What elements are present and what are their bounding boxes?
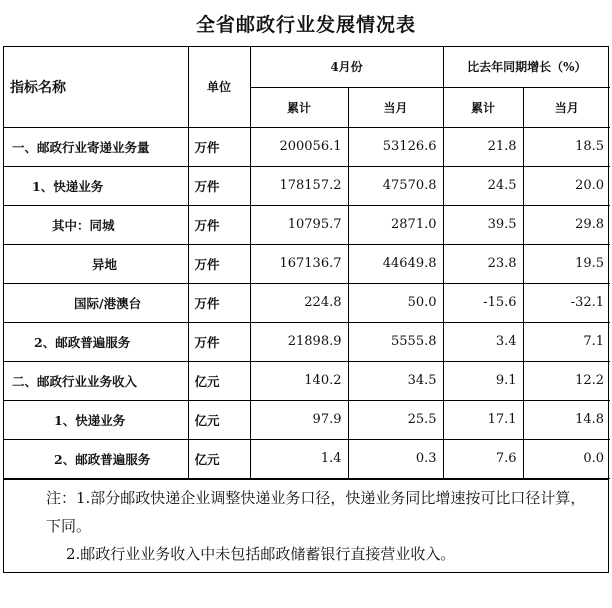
table-row [4, 283, 610, 322]
row-month: 44649.8 [348, 244, 443, 283]
table-row [4, 166, 610, 205]
row-month: 47570.8 [348, 166, 443, 205]
row-yoy-month: 0.0 [523, 439, 610, 478]
row-yoy-cumulative: 24.5 [443, 166, 523, 205]
row-unit: 万件 [188, 244, 250, 283]
header-indicator: 指标名称 [4, 47, 188, 127]
row-month: 5555.8 [348, 322, 443, 361]
table-row [4, 127, 610, 166]
row-unit: 万件 [188, 205, 250, 244]
row-month: 25.5 [348, 400, 443, 439]
table-row [4, 400, 610, 439]
table-row [4, 322, 610, 361]
row-yoy-cumulative: 3.4 [443, 322, 523, 361]
note-line-1: 注：1.部分邮政快递企业调整快递业务口径，快递业务同比增速按可比口径计算，下同。 [46, 488, 586, 535]
row-yoy-month: 29.8 [523, 205, 610, 244]
row-unit: 万件 [188, 322, 250, 361]
row-unit: 万件 [188, 283, 250, 322]
row-yoy-month: 19.5 [523, 244, 610, 283]
row-yoy-month: 7.1 [523, 322, 610, 361]
row-month: 53126.6 [348, 127, 443, 166]
header-unit: 单位 [188, 47, 250, 127]
row-name: 1、快递业务 [4, 400, 188, 439]
row-unit: 万件 [188, 127, 250, 166]
table-row [4, 439, 610, 478]
row-unit: 亿元 [188, 439, 250, 478]
header-yoy: 比去年同期增长（%） [443, 47, 610, 87]
row-cumulative: 167136.7 [250, 244, 348, 283]
table-row [4, 244, 610, 283]
statistics-table [4, 47, 610, 479]
row-cumulative: 140.2 [250, 361, 348, 400]
row-yoy-month: 14.8 [523, 400, 610, 439]
note-line-2: 2.邮政行业业务收入中未包括邮政储蓄银行直接营业收入。 [66, 544, 456, 563]
row-yoy-cumulative: 23.8 [443, 244, 523, 283]
row-name: 二、邮政行业业务收入 [4, 361, 188, 400]
row-yoy-cumulative: 21.8 [443, 127, 523, 166]
row-yoy-cumulative: 9.1 [443, 361, 523, 400]
row-yoy-month: -32.1 [523, 283, 610, 322]
table-row [4, 205, 610, 244]
row-month: 50.0 [348, 283, 443, 322]
row-cumulative: 200056.1 [250, 127, 348, 166]
row-name: 2、邮政普遍服务 [4, 439, 188, 478]
row-yoy-month: 12.2 [523, 361, 610, 400]
row-month: 2871.0 [348, 205, 443, 244]
row-name: 异地 [4, 244, 188, 283]
row-cumulative: 178157.2 [250, 166, 348, 205]
row-unit: 亿元 [188, 361, 250, 400]
row-month: 34.5 [348, 361, 443, 400]
row-name: 2、邮政普遍服务 [4, 322, 188, 361]
row-name: 1、快递业务 [4, 166, 188, 205]
row-unit: 亿元 [188, 400, 250, 439]
row-yoy-cumulative: 7.6 [443, 439, 523, 478]
statistics-table-frame [3, 46, 609, 573]
header-yoy-cumulative: 累计 [443, 87, 523, 127]
row-yoy-cumulative: -15.6 [443, 283, 523, 322]
row-yoy-cumulative: 39.5 [443, 205, 523, 244]
row-cumulative: 10795.7 [250, 205, 348, 244]
row-yoy-month: 18.5 [523, 127, 610, 166]
header-cumulative: 累计 [250, 87, 348, 127]
header-april: 4月份 [250, 47, 443, 87]
row-month: 0.3 [348, 439, 443, 478]
row-cumulative: 1.4 [250, 439, 348, 478]
table-notes [4, 479, 608, 572]
header-month: 当月 [348, 87, 443, 127]
row-unit: 万件 [188, 166, 250, 205]
row-cumulative: 224.8 [250, 283, 348, 322]
row-cumulative: 21898.9 [250, 322, 348, 361]
header-yoy-month: 当月 [523, 87, 610, 127]
row-name: 一、邮政行业寄递业务量 [4, 127, 188, 166]
row-cumulative: 97.9 [250, 400, 348, 439]
row-yoy-cumulative: 17.1 [443, 400, 523, 439]
row-name: 国际/港澳台 [4, 283, 188, 322]
header-row-1 [4, 47, 610, 87]
page-title: 全省邮政行业发展情况表 [195, 14, 416, 36]
table-row [4, 361, 610, 400]
row-name: 其中：同城 [4, 205, 188, 244]
row-yoy-month: 20.0 [523, 166, 610, 205]
